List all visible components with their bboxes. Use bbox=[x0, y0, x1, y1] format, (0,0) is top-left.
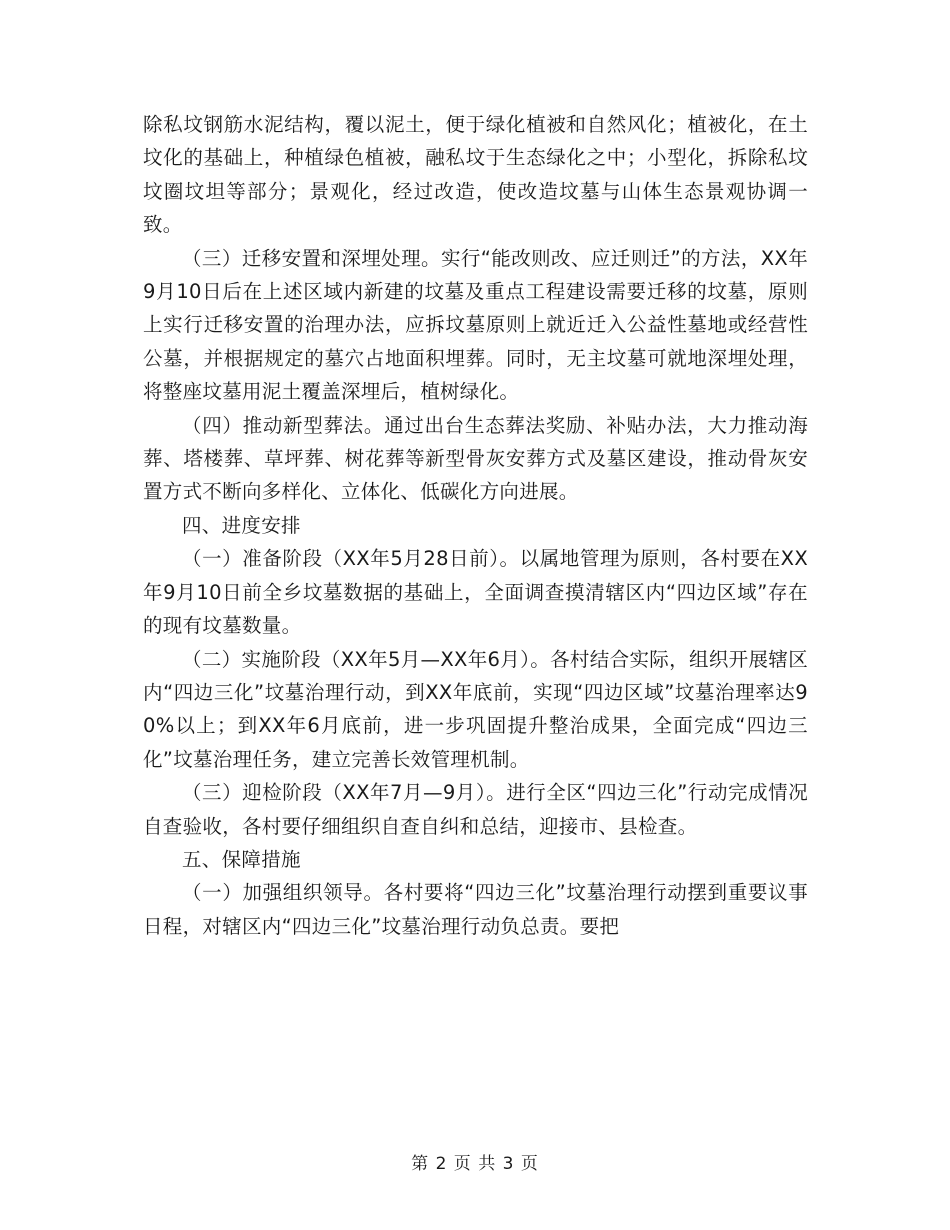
paragraph-leadership: （一）加强组织领导。各村要将“四边三化”坟墓治理行动摆到重要议事日程，对辖区内“四边三化”坟墓治理行动负总责。要把 bbox=[143, 881, 808, 938]
body-text bbox=[143, 108, 808, 943]
paragraph-new-burial: （四）推动新型葬法。通过出台生态葬法奖励、补贴办法，大力推动海葬、塔楼葬、草坪葬、树花葬等新型骨灰安葬方式及墓区建设，推动骨灰安置方式不断向多样化、立体化、低碳化方向进展。 bbox=[143, 413, 808, 504]
paragraph-relocation: （三）迁移安置和深埋处理。实行“能改则改、应迁则迁”的方法，XX年9月10日后在上述区域内新建的坟墓及重点工程建设需要迁移的坟墓，原则上实行迁移安置的治理办法，应拆坟墓原则上就近迁入公益性墓地或经营性公墓，并根据规定的墓穴占地面积埋葬。同时，无主坟墓可就地深埋处理，将整座坟墓用泥土覆盖深埋后，植树绿化。 bbox=[143, 246, 808, 404]
section-heading-safeguards: 五、保障措施 bbox=[182, 847, 301, 871]
paragraph-continuation: 除私坟钢筋水泥结构，覆以泥土，便于绿化植被和自然风化；植被化，在土坟化的基础上，种植绿色植被，融私坟于生态绿化之中；小型化，拆除私坟坟圈坟坦等部分；景观化，经过改造，使改造坟墓与山体生态景观协调一致。 bbox=[143, 113, 808, 237]
section-heading-schedule: 四、进度安排 bbox=[182, 513, 301, 537]
page-number-footer: 第 2 页 共 3 页 bbox=[411, 1154, 539, 1174]
paragraph-preparation-stage: （一）准备阶段（XX年5月28日前）。以属地管理为原则，各村要在XX年9月10日前全乡坟墓数据的基础上，全面调查摸清辖区内“四边区域”存在的现有坟墓数量。 bbox=[143, 547, 808, 638]
paragraph-inspection-stage: （三）迎检阶段（XX年7月—9月）。进行全区“四边三化”行动完成情况自查验收，各村要仔细组织自查自纠和总结，迎接市、县检查。 bbox=[143, 781, 808, 838]
paragraph-implementation-stage: （二）实施阶段（XX年5月—XX年6月）。各村结合实际，组织开展辖区内“四边三化”坟墓治理行动，到XX年底前，实现“四边区域”坟墓治理率达90%以上；到XX年6月底前，进一步巩固提升整治成果，全面完成“四边三化”坟墓治理任务，建立完善长效管理机制。 bbox=[143, 647, 808, 771]
